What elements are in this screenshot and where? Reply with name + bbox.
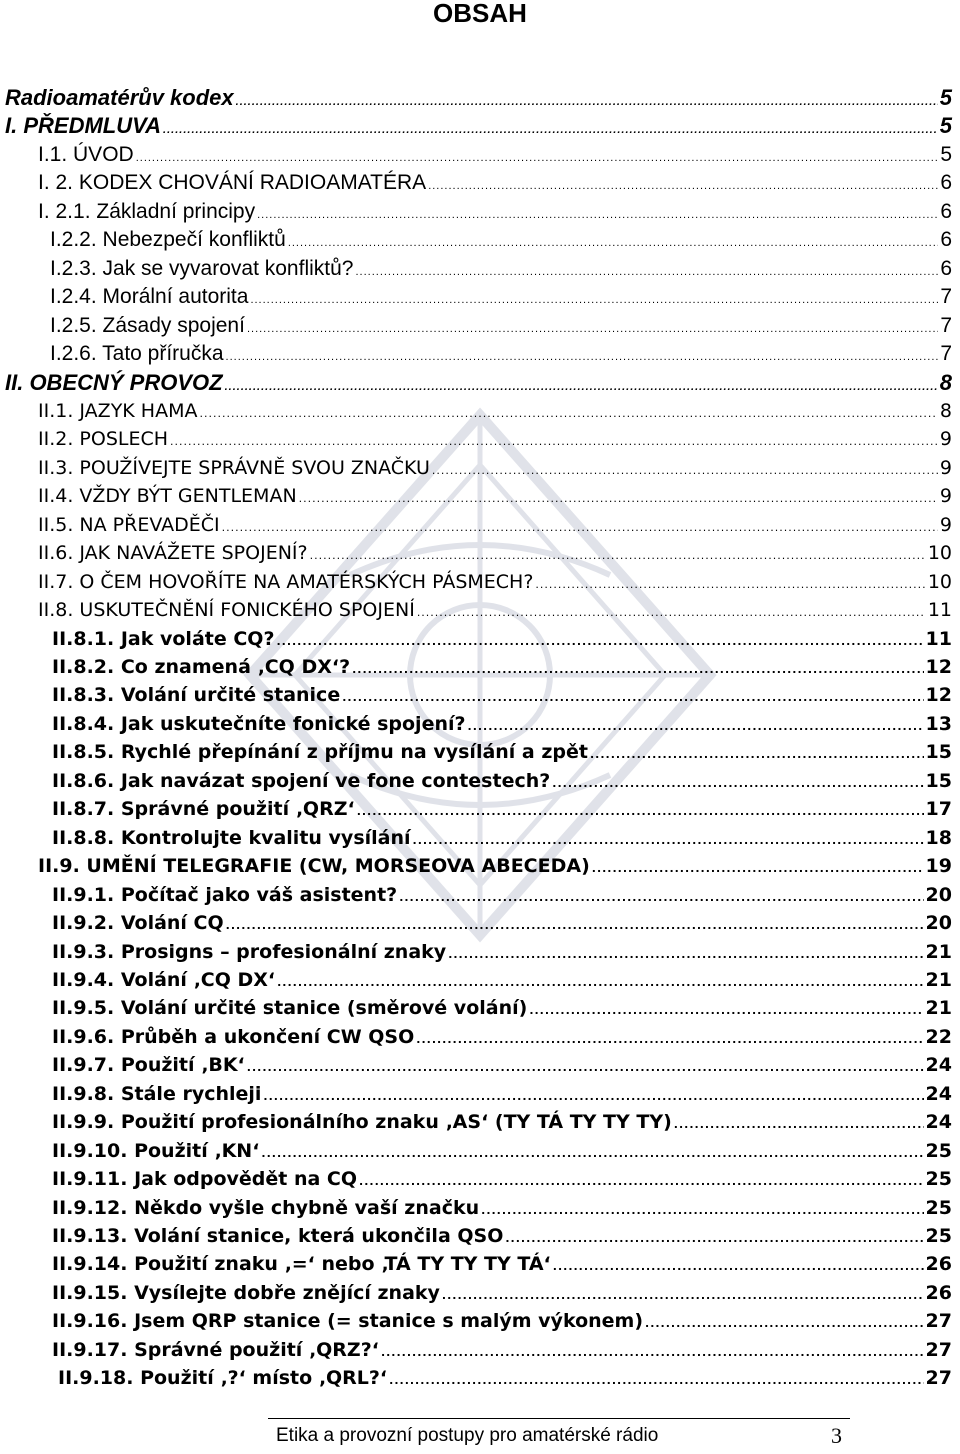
toc-entry-page: 25 — [925, 1168, 952, 1191]
toc-leader-dots — [413, 824, 924, 855]
toc-leader-dots — [552, 767, 923, 798]
toc-entry-page: 8 — [939, 369, 952, 395]
toc-entry[interactable] — [52, 938, 952, 966]
toc-entry-label: II.9.14. Použití znaku ‚=‘ nebo ‚TÁ TY TY TY TÁ‘ — [52, 1253, 551, 1276]
toc-entry[interactable] — [5, 369, 952, 397]
toc-entry[interactable] — [52, 824, 952, 852]
toc-entry[interactable] — [52, 1194, 952, 1222]
toc-leader-dots — [417, 596, 926, 627]
toc-entry-page: 12 — [925, 684, 952, 707]
toc-entry-page: 9 — [939, 485, 952, 508]
toc-leader-dots — [257, 198, 938, 229]
toc-entry-label: I. 2. KODEX CHOVÁNÍ RADIOAMATÉRA — [38, 171, 427, 195]
toc-entry[interactable] — [50, 312, 952, 340]
toc-entry-label: II.8.6. Jak navázat spojení ve fone contestech? — [52, 769, 551, 792]
toc-entry-label: II.9.6. Průběh a ukončení CW QSO — [52, 1025, 415, 1048]
toc-entry[interactable] — [38, 425, 952, 453]
toc-entry-label: II.9.2. Volání CQ — [52, 912, 224, 935]
toc-leader-dots — [592, 852, 924, 883]
toc-entry[interactable] — [52, 1051, 952, 1079]
toc-leader-dots — [226, 909, 924, 940]
toc-leader-dots — [416, 1023, 923, 1054]
toc-leader-dots — [352, 653, 923, 684]
toc-entry-label: I. 2.1. Základní principy — [38, 199, 256, 223]
toc-leader-dots — [247, 312, 938, 343]
toc-leader-dots — [277, 966, 923, 997]
toc-entry-page: 17 — [925, 798, 952, 821]
toc-leader-dots — [428, 169, 938, 200]
toc-entry[interactable] — [52, 1307, 952, 1335]
toc-entry-page: 8 — [939, 399, 952, 422]
toc-entry[interactable] — [52, 1023, 952, 1051]
toc-entry-page: 24 — [925, 1054, 952, 1077]
toc-entry-label: II.9.1. Počítač jako váš asistent? — [52, 883, 398, 906]
toc-entry-label: II.9.13. Volání stanice, která ukončila QSO — [52, 1225, 504, 1247]
toc-entry-label: I.1. ÚVOD — [38, 142, 134, 166]
footer-page-number: 3 — [831, 1423, 842, 1448]
toc-entry-page: 27 — [925, 1367, 952, 1390]
toc-entry[interactable] — [38, 568, 952, 596]
toc-entry-label: II.8.4. Jak uskutečníte fonické spojení? — [52, 712, 466, 735]
toc-entry[interactable] — [52, 795, 952, 823]
toc-entry-page: 6 — [940, 256, 952, 280]
toc-entry-label: I.2.6. Tato příručka — [50, 342, 224, 366]
toc-entry-label: II.9.16. Jsem QRP stanice (= stanice s malým výkonem) — [52, 1310, 644, 1333]
toc-leader-dots — [276, 625, 923, 656]
toc-entry[interactable] — [52, 1250, 952, 1278]
toc-entry[interactable] — [52, 1080, 952, 1108]
toc-leader-dots — [645, 1307, 924, 1338]
toc-entry-page: 9 — [939, 428, 952, 451]
toc-entry-label: I. PŘEDMLUVA — [5, 113, 162, 139]
toc-entry-page: 13 — [925, 712, 952, 735]
toc-entry[interactable] — [52, 1336, 952, 1364]
toc-entry-label: II.9.11. Jak odpovědět na CQ — [52, 1168, 358, 1191]
toc-entry-page: 22 — [925, 1025, 952, 1048]
toc-entry-label: II.9.17. Správné použití ‚QRZ?‘ — [52, 1338, 379, 1361]
toc-entry-label: I.2.5. Zásady spojení — [50, 313, 245, 337]
toc-entry-page: 20 — [925, 912, 952, 935]
toc-entry-label: II.8.1. Jak voláte CQ? — [52, 627, 275, 650]
toc-entry[interactable] — [5, 112, 952, 140]
toc-entry[interactable] — [52, 994, 952, 1022]
toc-entry[interactable] — [52, 1279, 952, 1307]
toc-leader-dots — [505, 1222, 923, 1253]
toc-entry-page: 24 — [925, 1082, 952, 1105]
toc-entry-label: II.8.2. Co znamená ‚CQ DX‘? — [52, 656, 351, 678]
toc-leader-dots — [136, 141, 939, 172]
toc-entry[interactable] — [52, 1165, 952, 1193]
toc-entry[interactable] — [52, 681, 952, 709]
toc-leader-dots — [674, 1108, 924, 1139]
toc-leader-dots — [199, 397, 937, 428]
toc-leader-dots — [288, 226, 939, 257]
toc-entry-page: 6 — [940, 171, 952, 195]
toc-leader-dots — [247, 1051, 924, 1082]
toc-entry-page: 26 — [925, 1281, 952, 1304]
toc-entry-label: II.1. JAZYK HAMA — [38, 399, 198, 422]
toc-entry-label: II.9.10. Použití ‚KN‘ — [52, 1139, 260, 1162]
toc-leader-dots — [299, 482, 938, 513]
toc-leader-dots — [357, 795, 924, 826]
toc-entry[interactable] — [50, 255, 952, 283]
toc-entry[interactable] — [38, 852, 952, 880]
toc-leader-dots — [236, 84, 938, 116]
toc-entry[interactable] — [50, 283, 952, 311]
toc-entry[interactable] — [52, 625, 952, 653]
toc-entry-page: 7 — [940, 313, 952, 337]
toc-entry-page: 7 — [940, 342, 952, 366]
toc-entry-label: II.9.5. Volání určité stanice (směrové volání) — [52, 997, 528, 1020]
toc-entry-page: 27 — [925, 1310, 952, 1333]
toc-entry-label: II.7. O ČEM HOVOŘÍTE NA AMATÉRSKÝCH PÁSMECH? — [38, 570, 534, 593]
toc-entry-page: 25 — [925, 1196, 952, 1219]
toc-entry-label: II.4. VŽDY BÝT GENTLEMAN — [38, 485, 297, 508]
toc-entry-page: 11 — [925, 627, 952, 650]
toc-entry-label: I.2.3. Jak se vyvarovat konfliktů? — [50, 256, 354, 280]
toc-entry[interactable] — [38, 169, 952, 197]
toc-leader-dots — [590, 738, 924, 769]
toc-entry[interactable] — [52, 767, 952, 795]
page-footer — [268, 1418, 850, 1453]
toc-entry-label: I.2.4. Morální autorita — [50, 285, 249, 309]
toc-entry[interactable] — [52, 1137, 952, 1165]
toc-entry-label: II.9.15. Vysílejte dobře znějící znaky — [52, 1281, 440, 1304]
toc-entry-label: II.8.8. Kontrolujte kvalitu vysílání — [52, 826, 411, 849]
toc-entry[interactable] — [38, 596, 952, 624]
toc-entry[interactable] — [52, 1108, 952, 1136]
toc-entry[interactable] — [38, 198, 952, 226]
toc-entry[interactable] — [52, 1222, 952, 1250]
toc-entry-page: 5 — [939, 113, 952, 139]
toc-leader-dots — [442, 1279, 924, 1310]
toc-entry[interactable] — [52, 653, 952, 681]
toc-leader-dots — [250, 283, 938, 314]
toc-entry-page: 5 — [939, 85, 952, 110]
toc-entry-label: II.8. USKUTEČNĚNÍ FONICKÉHO SPOJENÍ — [38, 599, 415, 622]
toc-leader-dots — [389, 1364, 923, 1395]
toc-entry-page: 6 — [940, 228, 952, 252]
toc-entry-label: II. OBECNÝ PROVOZ — [5, 369, 223, 395]
toc-leader-dots — [529, 994, 923, 1025]
toc-entry-label: II.9. UMĚNÍ TELEGRAFIE (CW, MORSEOVA ABECEDA) — [38, 855, 590, 878]
toc-entry-label: II.3. POUŽÍVEJTE SPRÁVNĚ SVOU ZNAČKU — [38, 456, 430, 479]
toc-entry-page: 15 — [925, 769, 952, 792]
toc-entry-page: 21 — [925, 940, 952, 963]
toc-entry-page: 27 — [925, 1338, 952, 1361]
toc-entry-label: II.5. NA PŘEVADĚČI — [38, 513, 220, 536]
toc-entry-label: II.9.7. Použití ‚BK‘ — [52, 1054, 245, 1077]
toc-entry[interactable] — [38, 141, 952, 169]
toc-leader-dots — [359, 1165, 924, 1196]
toc-entry[interactable] — [5, 84, 952, 112]
toc-leader-dots — [261, 1137, 923, 1168]
toc-entry-label: II.8.7. Správné použití ‚QRZ‘ — [52, 798, 355, 821]
toc-entry-label: I.2.2. Nebezpečí konfliktů — [50, 228, 286, 252]
toc-leader-dots — [226, 340, 939, 371]
toc-leader-dots — [468, 710, 924, 741]
toc-entry-page: 6 — [940, 199, 952, 223]
toc-entry[interactable] — [50, 226, 952, 254]
toc-leader-dots — [381, 1336, 924, 1367]
toc-leader-dots — [263, 1080, 923, 1111]
toc-leader-dots — [448, 938, 923, 969]
toc-leader-dots — [399, 881, 923, 912]
toc-entry-page: 25 — [925, 1225, 952, 1247]
toc-entry[interactable] — [38, 539, 952, 567]
toc-entry-page: 15 — [925, 741, 952, 764]
toc-entry-page: 5 — [940, 142, 952, 166]
toc-leader-dots — [163, 112, 938, 144]
toc-entry-page: 10 — [927, 570, 952, 593]
toc-entry-page: 12 — [925, 656, 952, 678]
toc-entry-page: 19 — [925, 855, 952, 878]
toc-entry-page: 9 — [939, 513, 952, 536]
page-title: OBSAH — [433, 0, 527, 28]
toc-entry-page: 18 — [925, 826, 952, 849]
toc-entry[interactable] — [38, 511, 952, 539]
toc-entry-label: II.9.18. Použití ‚?‘ místo ‚QRL?‘ — [58, 1367, 388, 1390]
toc-entry-label: II.9.3. Prosigns – profesionální znaky — [52, 940, 447, 963]
toc-entry-page: 7 — [940, 285, 952, 309]
toc-entry-page: 11 — [927, 599, 952, 622]
toc-leader-dots — [432, 454, 938, 485]
toc-leader-dots — [222, 511, 938, 542]
toc-entry-page: 25 — [925, 1139, 952, 1162]
toc-entry-label: II.9.8. Stále rychleji — [52, 1082, 262, 1105]
toc-entry-page: 20 — [925, 883, 952, 906]
toc-entry-label: II.8.5. Rychlé přepínání z příjmu na vysílání a zpět — [52, 741, 588, 764]
toc-entry-label: II.9.12. Někdo vyšle chybně vaší značku — [52, 1196, 480, 1219]
toc-entry-label: II.8.3. Volání určité stanice — [52, 684, 341, 707]
toc-entry-label: Radioamatérův kodex — [5, 85, 234, 110]
toc-leader-dots — [310, 539, 926, 570]
toc-entry-page: 21 — [925, 997, 952, 1020]
toc-entry-label: II.9.4. Volání ‚CQ DX‘ — [52, 968, 276, 991]
toc-entry[interactable] — [58, 1364, 952, 1392]
toc-entry[interactable] — [52, 909, 952, 937]
toc-entry[interactable] — [38, 482, 952, 510]
toc-entry-page: 21 — [925, 968, 952, 991]
toc-entry[interactable] — [38, 454, 952, 482]
toc-entry-page: 26 — [925, 1253, 952, 1276]
toc-leader-dots — [342, 681, 923, 712]
toc-entry-page: 24 — [925, 1111, 952, 1134]
toc-entry[interactable] — [52, 738, 952, 766]
toc-entry[interactable] — [52, 710, 952, 738]
toc-entry-page: 9 — [939, 456, 952, 479]
toc-leader-dots — [481, 1194, 923, 1225]
toc-entry-label: II.6. JAK NAVÁŽETE SPOJENÍ? — [38, 542, 308, 565]
toc-leader-dots — [355, 255, 938, 286]
toc-entry[interactable] — [52, 881, 952, 909]
toc-leader-dots — [225, 369, 938, 401]
toc-leader-dots — [170, 425, 938, 456]
toc-entry[interactable] — [52, 966, 952, 994]
footer-title: Etika a provozní postupy pro amatérské rádio — [276, 1425, 659, 1446]
toc-leader-dots — [535, 568, 925, 599]
toc-leader-dots — [553, 1250, 924, 1281]
toc-entry[interactable] — [38, 397, 952, 425]
toc-entry-label: II.9.9. Použití profesionálního znaku ‚AS‘ (TY TÁ TY TY TY) — [52, 1111, 672, 1134]
toc-entry-label: II.2. POSLECH — [38, 428, 169, 451]
toc-entry[interactable] — [50, 340, 952, 368]
toc-entry-page: 10 — [927, 542, 952, 565]
